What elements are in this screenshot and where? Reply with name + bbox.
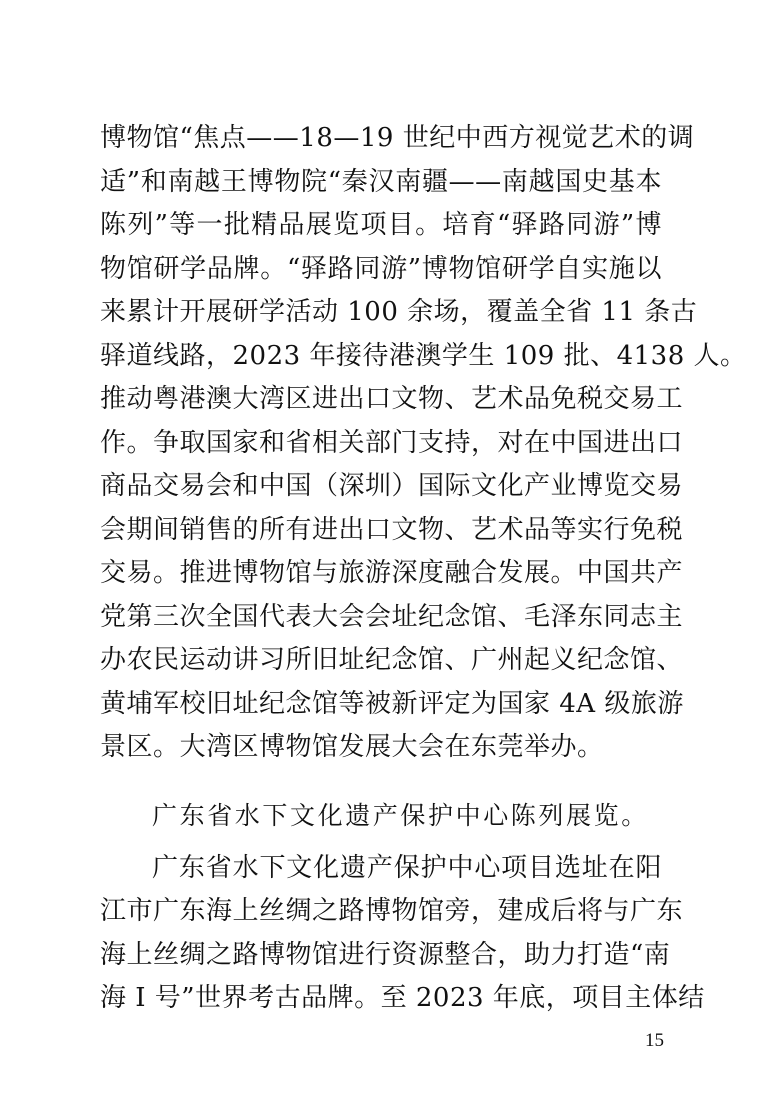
body-text-line: 推动粤港澳大湾区进出口文物、艺术品免税交易工 [100, 384, 684, 414]
body-text-line: 作。争取国家和省相关部门支持，对在中国进出口 [100, 428, 684, 458]
body-text-line: 交易。推进博物馆与旅游深度融合发展。中国共产 [100, 558, 684, 588]
body-text-line: 办农民运动讲习所旧址纪念馆、广州起义纪念馆、 [100, 645, 684, 675]
body-text-line: 陈列”等一批精品展览项目。培育“驿路同游”博 [100, 210, 662, 240]
body-text-line: 驿道线路，2023 年接待港澳学生 109 批、4138 人。 [100, 341, 747, 371]
body-text-line: 景区。大湾区博物馆发展大会在东莞举办。 [100, 732, 604, 762]
body-text-line: 物馆研学品牌。“驿路同游”博物馆研学自实施以 [100, 254, 662, 284]
body-text-line: 黄埔军校旧址纪念馆等被新评定为国家 4A 级旅游 [100, 689, 684, 719]
body-text-line: 海 I 号”世界考古品牌。至 2023 年底，项目主体结 [100, 983, 705, 1013]
body-text-line: 会期间销售的所有进出口文物、艺术品等实行免税 [100, 515, 684, 545]
section-heading: 广东省水下文化遗产保护中心陈列展览。 [152, 801, 649, 830]
page-number: 15 [645, 1030, 664, 1051]
body-text-line: 江市广东海上丝绸之路博物馆旁，建成后将与广东 [100, 896, 684, 926]
body-text-line: 海上丝绸之路博物馆进行资源整合，助力打造“南 [100, 940, 671, 970]
body-text-line: 商品交易会和中国（深圳）国际文化产业博览交易 [100, 471, 684, 501]
body-text-line: 博物馆“焦点——18—19 世纪中西方视觉艺术的调 [100, 123, 695, 153]
body-text-line: 来累计开展研学活动 100 余场，覆盖全省 11 条古 [100, 297, 698, 327]
body-text-line: 党第三次全国代表大会会址纪念馆、毛泽东同志主 [100, 602, 684, 632]
body-text-line: 广东省水下文化遗产保护中心项目选址在阳 [152, 853, 662, 883]
body-text-line: 适”和南越王博物院“秦汉南疆——南越国史基本 [100, 167, 662, 197]
